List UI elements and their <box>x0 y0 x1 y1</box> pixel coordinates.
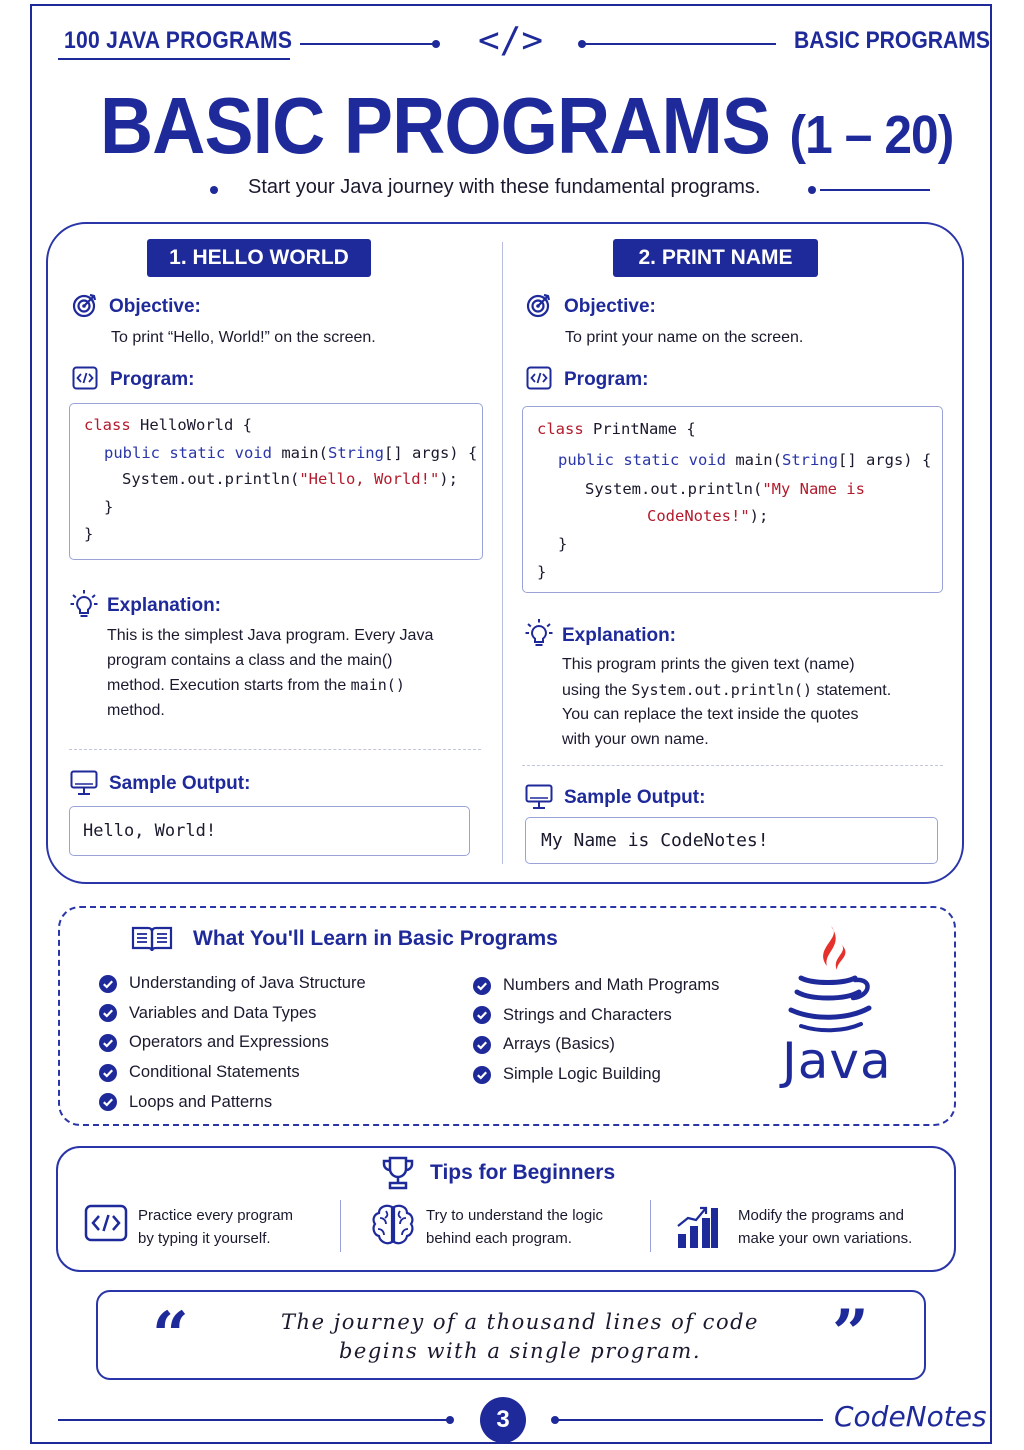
brand-logo: CodeNotes <box>834 1400 987 1433</box>
monitor-icon <box>70 770 98 796</box>
tip-3: Modify the programs and make your own variations. <box>738 1207 913 1247</box>
check-circle-icon <box>473 1006 491 1024</box>
program-2-objective: To print your name on the screen. <box>565 329 804 346</box>
learn-list-left <box>99 969 366 1117</box>
java-logo-text: Java <box>782 1032 892 1090</box>
program-2-code-line-5: } <box>558 535 568 553</box>
page-number: 3 <box>480 1397 526 1443</box>
program-1-badge: 1. HELLO WORLD <box>147 239 371 277</box>
program-2-objective-label: Objective: <box>564 296 656 317</box>
open-quote-icon: “ <box>152 1298 189 1373</box>
program-2-output-label: Sample Output: <box>564 787 706 808</box>
program-1-program-label: Program: <box>110 369 195 390</box>
header-dot-left <box>432 40 440 48</box>
subtitle-rule <box>820 189 930 191</box>
header-rule-left <box>300 43 434 45</box>
list-item: Variables and Data Types <box>99 999 366 1029</box>
program-1-objective-label: Objective: <box>109 296 201 317</box>
program-1-explanation-label: Explanation: <box>107 595 222 616</box>
series-label: 100 JAVA PROGRAMS <box>64 27 293 54</box>
footer-rule-right <box>557 1419 823 1421</box>
program-2-program-label: Program: <box>564 369 649 390</box>
list-item: Conditional Statements <box>99 1058 366 1088</box>
program-2-code-line-1: class PrintName { <box>537 420 696 438</box>
programs-divider <box>502 242 503 864</box>
program-1-objective: To print “Hello, World!” on the screen. <box>111 329 376 346</box>
code-icon <box>84 1204 128 1242</box>
check-circle-icon <box>99 1034 117 1052</box>
list-item: Numbers and Math Programs <box>473 971 719 1001</box>
learn-title: What You'll Learn in Basic Programs <box>193 927 558 950</box>
footer-dot-left <box>446 1416 454 1424</box>
code-symbol: </> <box>478 20 544 61</box>
check-circle-icon <box>473 977 491 995</box>
series-underline <box>58 58 290 60</box>
subtitle-dot-left <box>210 186 218 194</box>
header-rule-right <box>584 43 776 45</box>
code-icon <box>526 366 552 390</box>
program-2-code-line-3: System.out.println("My Name is <box>585 480 865 498</box>
list-item: Loops and Patterns <box>99 1087 366 1117</box>
bar-chart-icon <box>676 1204 720 1250</box>
program-1-explanation: This is the simplest Java program. Every Java program contains a class and the main() method. Execution starts from the main() method. <box>107 627 434 719</box>
program-2-code-line-4: CodeNotes!"); <box>647 507 769 525</box>
trophy-icon <box>381 1155 415 1191</box>
code-icon <box>72 366 98 390</box>
brain-icon <box>370 1202 416 1248</box>
program-1-separator <box>69 749 481 750</box>
page-title <box>100 80 953 172</box>
book-icon <box>131 925 173 953</box>
close-quote-icon: ” <box>832 1296 869 1371</box>
check-circle-icon <box>99 1004 117 1022</box>
page-title-text: BASIC PROGRAMS <box>100 81 771 170</box>
check-circle-icon <box>99 975 117 993</box>
lightbulb-icon <box>525 618 553 648</box>
program-1-code-line-4: } <box>104 498 114 516</box>
list-item: Strings and Characters <box>473 1001 719 1031</box>
learn-list-right <box>473 971 719 1089</box>
footer-rule-left <box>58 1419 450 1421</box>
check-circle-icon <box>99 1093 117 1111</box>
program-1-code-line-5: } <box>84 525 94 543</box>
program-1-output-label: Sample Output: <box>109 773 251 794</box>
program-2-output: My Name is CodeNotes! <box>541 830 769 851</box>
list-item: Operators and Expressions <box>99 1028 366 1058</box>
section-label: BASIC PROGRAMS <box>794 27 990 54</box>
program-1-code-line-1: class HelloWorld { <box>84 416 252 434</box>
java-cup-icon <box>783 922 877 1034</box>
program-1-code-line-3: System.out.println("Hello, World!"); <box>122 470 458 488</box>
check-circle-icon <box>473 1036 491 1054</box>
lightbulb-icon <box>70 589 98 619</box>
program-1-output: Hello, World! <box>83 821 217 841</box>
list-item: Simple Logic Building <box>473 1060 719 1090</box>
page-subtitle: Start your Java journey with these fundamental programs. <box>248 176 761 198</box>
program-1-code-line-2: public static void main(String[] args) { <box>104 444 478 462</box>
program-2-code-line-6: } <box>537 563 547 581</box>
tip-divider <box>340 1200 341 1252</box>
tips-title: Tips for Beginners <box>430 1161 616 1184</box>
monitor-icon <box>525 784 553 810</box>
list-item: Arrays (Basics) <box>473 1030 719 1060</box>
program-2-code-line-2: public static void main(String[] args) { <box>558 451 932 469</box>
tip-1: Practice every program by typing it yourself. <box>138 1207 294 1247</box>
program-2-explanation: This program prints the given text (name) using the System.out.println() statement. You can replace the text inside the quotes with your own name. <box>562 656 892 748</box>
check-circle-icon <box>473 1066 491 1084</box>
tip-2: Try to understand the logic behind each program. <box>426 1207 604 1247</box>
page-title-range: (1 – 20) <box>789 105 954 165</box>
target-icon <box>72 292 98 318</box>
program-2-badge: 2. PRINT NAME <box>613 239 818 277</box>
program-2-explanation-label: Explanation: <box>562 625 677 646</box>
program-2-separator <box>522 765 943 766</box>
subtitle-dot-right <box>808 186 816 194</box>
list-item: Understanding of Java Structure <box>99 969 366 999</box>
target-icon <box>526 292 552 318</box>
tip-divider <box>650 1200 651 1252</box>
quote: The journey of a thousand lines of code begins with a single program. <box>281 1310 759 1363</box>
check-circle-icon <box>99 1064 117 1082</box>
